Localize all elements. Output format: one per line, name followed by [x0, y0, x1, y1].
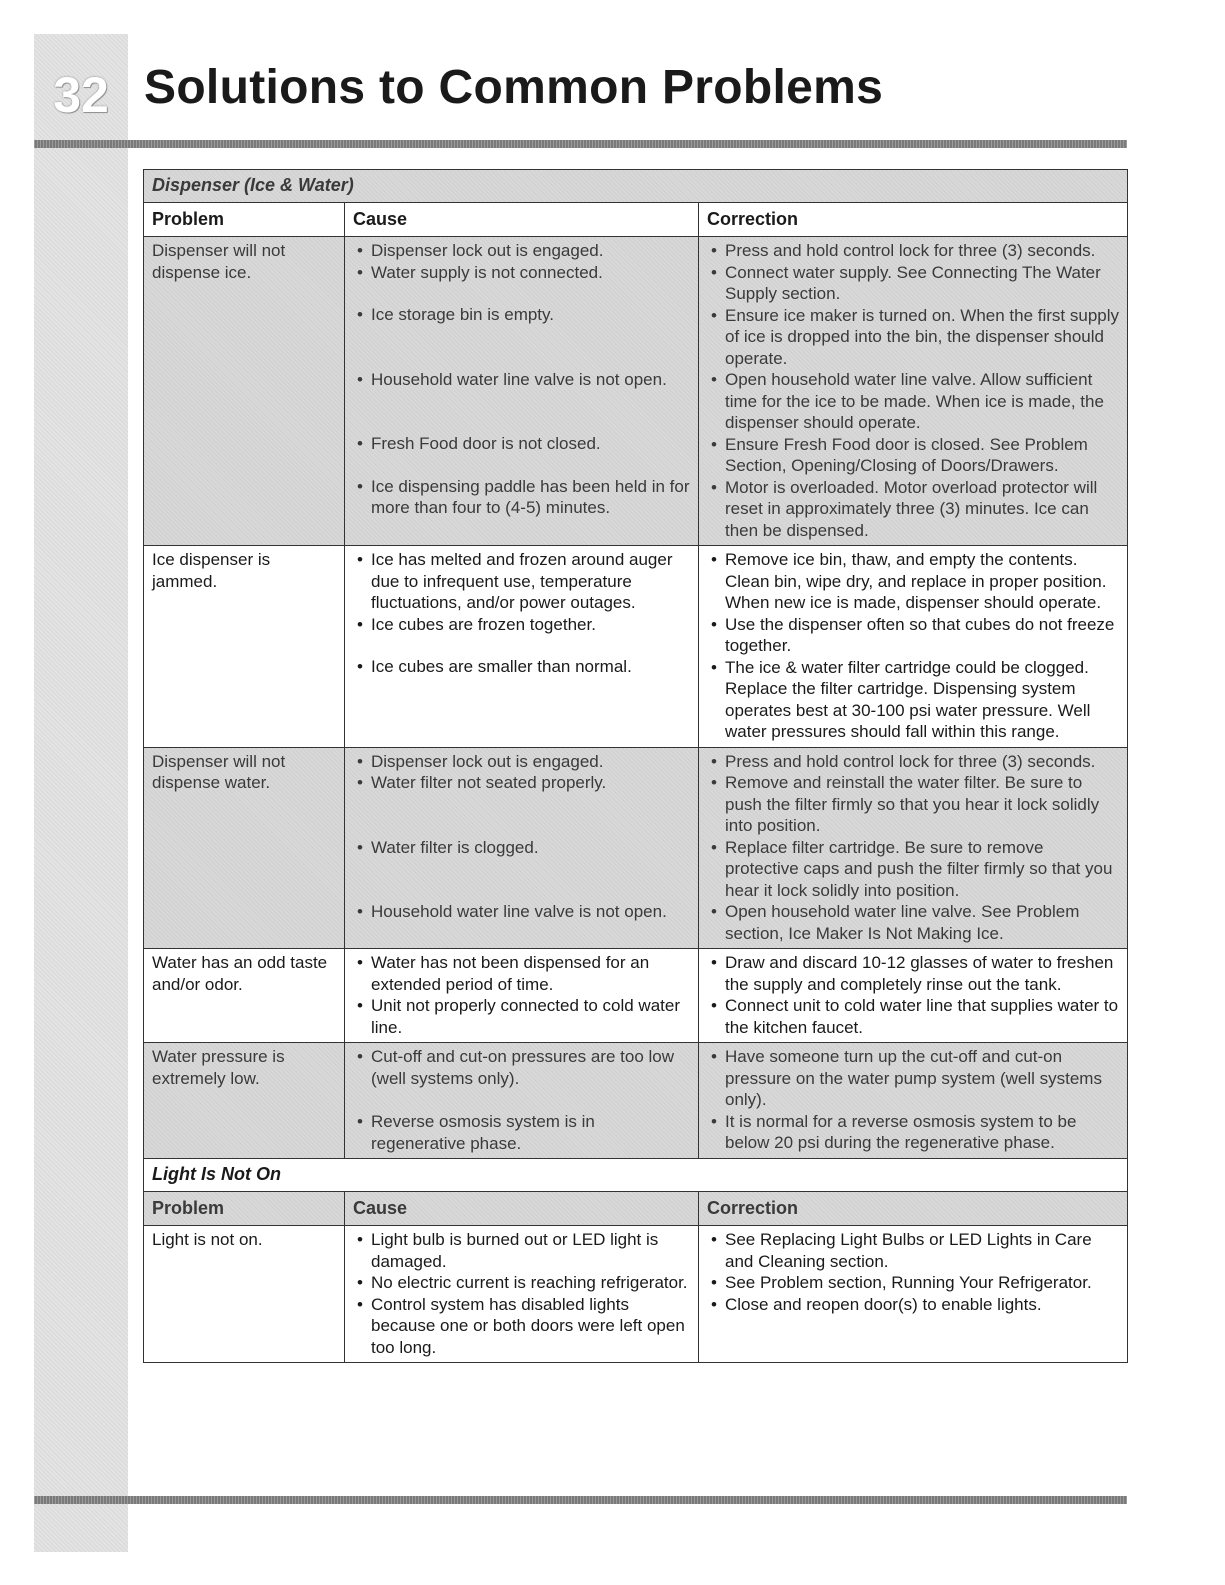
problem-cell: Ice dispenser is jammed.	[144, 546, 345, 748]
correction-cell	[699, 546, 1128, 748]
cause-item: • Water filter is clogged.	[353, 837, 690, 859]
header-problem: Problem	[144, 202, 345, 237]
correction-cell	[699, 237, 1128, 546]
correction-item: • Remove ice bin, thaw, and empty the contents. Clean bin, wipe dry, and replace in proper position. When new ice is made, dispenser should operate.	[707, 549, 1119, 614]
problem-row	[144, 747, 1128, 949]
cause-item: • Unit not properly connected to cold water line.	[353, 995, 690, 1038]
side-band	[34, 34, 128, 1552]
correction-item: • Connect unit to cold water line that supplies water to the kitchen faucet.	[707, 995, 1119, 1038]
top-rule	[34, 140, 1127, 148]
cause-cell	[345, 546, 699, 748]
cause-item: • Dispenser lock out is engaged.	[353, 240, 690, 262]
correction-item: • Open household water line valve. See Problem section, Ice Maker Is Not Making Ice.	[707, 901, 1119, 944]
correction-item: • Replace filter cartridge. Be sure to remove protective caps and push the filter firmly so that you hear it lock solidly into position.	[707, 837, 1119, 902]
page-number: 32	[53, 67, 109, 123]
cause-item: • Ice storage bin is empty.	[353, 304, 690, 326]
correction-cell	[699, 1226, 1128, 1363]
problem-row	[144, 546, 1128, 748]
cause-item: • Household water line valve is not open.	[353, 901, 690, 923]
cause-item: • Reverse osmosis system is in regenerative phase.	[353, 1111, 690, 1154]
correction-item: • It is normal for a reverse osmosis system to be below 20 psi during the regenerative phase.	[707, 1111, 1119, 1154]
cause-item: • Ice cubes are smaller than normal.	[353, 656, 690, 678]
correction-item: • Ensure ice maker is turned on. When the first supply of ice is dropped into the bin, the dispenser should operate.	[707, 305, 1119, 370]
correction-cell	[699, 1043, 1128, 1159]
bottom-rule	[34, 1496, 1127, 1504]
problem-row	[144, 1043, 1128, 1159]
correction-item: • See Problem section, Running Your Refrigerator.	[707, 1272, 1119, 1294]
cause-item: • Fresh Food door is not closed.	[353, 433, 690, 455]
problem-cell: Light is not on.	[144, 1226, 345, 1363]
cause-item: • Ice has melted and frozen around auger due to infrequent use, temperature fluctuations, and/or power outages.	[353, 549, 690, 614]
cause-cell	[345, 237, 699, 546]
cause-cell	[345, 949, 699, 1043]
header-cause: Cause	[345, 1191, 699, 1226]
cause-item: • Water supply is not connected.	[353, 262, 690, 284]
troubleshooting-table-body	[144, 170, 1128, 1363]
column-header-row	[144, 202, 1128, 237]
column-header-row	[144, 1191, 1128, 1226]
header-problem: Problem	[144, 1191, 345, 1226]
correction-cell	[699, 747, 1128, 949]
cause-cell	[345, 747, 699, 949]
correction-item: • The ice & water filter cartridge could be clogged. Replace the filter cartridge. Dispensing system operates best at 30-100 psi water pressure. Well water pressures should fall within this range.	[707, 657, 1119, 743]
correction-item: • Open household water line valve. Allow sufficient time for the ice to be made. When ice is made, the dispenser should operate.	[707, 369, 1119, 434]
cause-item: • Light bulb is burned out or LED light is damaged.	[353, 1229, 690, 1272]
page-title: Solutions to Common Problems	[144, 61, 884, 114]
correction-item: • Draw and discard 10-12 glasses of water to freshen the supply and completely rinse out the tank.	[707, 952, 1119, 995]
problem-row	[144, 237, 1128, 546]
cause-cell	[345, 1226, 699, 1363]
cause-item: • Household water line valve is not open.	[353, 369, 690, 391]
cause-item: • Cut-off and cut-on pressures are too low (well systems only).	[353, 1046, 690, 1089]
correction-item: • Have someone turn up the cut-off and cut-on pressure on the water pump system (well systems only).	[707, 1046, 1119, 1111]
header-correction: Correction	[699, 202, 1128, 237]
correction-item: • Remove and reinstall the water filter. Be sure to push the filter firmly so that you hear it lock solidly into position.	[707, 772, 1119, 837]
cause-item: • Water has not been dispensed for an extended period of time.	[353, 952, 690, 995]
correction-cell	[699, 949, 1128, 1043]
problem-cell: Water has an odd taste and/or odor.	[144, 949, 345, 1043]
troubleshooting-table	[143, 169, 1128, 1363]
correction-item: • Press and hold control lock for three (3) seconds.	[707, 240, 1119, 262]
problem-row	[144, 1226, 1128, 1363]
header-correction: Correction	[699, 1191, 1128, 1226]
cause-cell	[345, 1043, 699, 1159]
section-title: Dispenser (Ice & Water)	[144, 170, 1128, 203]
correction-item: • Ensure Fresh Food door is closed. See Problem Section, Opening/Closing of Doors/Drawers.	[707, 434, 1119, 477]
cause-item: • Ice cubes are frozen together.	[353, 614, 690, 636]
correction-item: • Use the dispenser often so that cubes do not freeze together.	[707, 614, 1119, 657]
cause-item: • No electric current is reaching refrigerator.	[353, 1272, 690, 1294]
correction-item: • Motor is overloaded. Motor overload protector will reset in approximately three (3) minutes. Ice can then be dispensed.	[707, 477, 1119, 542]
cause-item: • Dispenser lock out is engaged.	[353, 751, 690, 773]
problem-cell: Dispenser will not dispense ice.	[144, 237, 345, 546]
correction-item: • Press and hold control lock for three (3) seconds.	[707, 751, 1119, 773]
cause-item: • Water filter not seated properly.	[353, 772, 690, 794]
correction-item: • Close and reopen door(s) to enable lights.	[707, 1294, 1119, 1316]
problem-cell: Dispenser will not dispense water.	[144, 747, 345, 949]
section-title-row	[144, 1159, 1128, 1192]
problem-row	[144, 949, 1128, 1043]
correction-item: • See Replacing Light Bulbs or LED Lights in Care and Cleaning section.	[707, 1229, 1119, 1272]
section-title: Light Is Not On	[144, 1159, 1128, 1192]
problem-cell: Water pressure is extremely low.	[144, 1043, 345, 1159]
section-title-row	[144, 170, 1128, 203]
cause-item: • Control system has disabled lights because one or both doors were left open too long.	[353, 1294, 690, 1359]
correction-item: • Connect water supply. See Connecting The Water Supply section.	[707, 262, 1119, 305]
cause-item: • Ice dispensing paddle has been held in for more than four to (4-5) minutes.	[353, 476, 690, 519]
header-cause: Cause	[345, 202, 699, 237]
